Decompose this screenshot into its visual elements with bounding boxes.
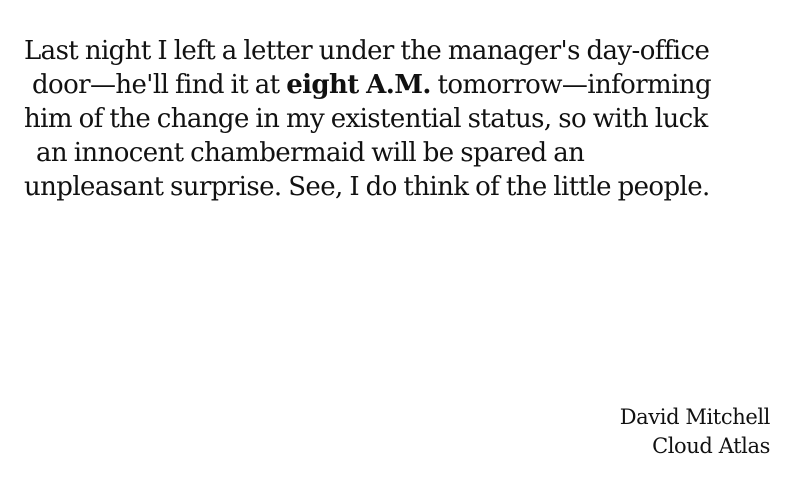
quote-line-5: unpleasant surprise. See, I do think of the little people. bbox=[24, 172, 710, 202]
quote-line-1: Last night I left a letter under the manager's day-office bbox=[24, 36, 710, 66]
quote-line-4: an innocent chambermaid will be spared an bbox=[36, 138, 585, 168]
quote-line-3: him of the change in my existential status, so with luck bbox=[24, 104, 708, 134]
book-title: Cloud Atlas bbox=[652, 434, 770, 458]
quote-text bbox=[24, 34, 776, 204]
attribution bbox=[620, 403, 770, 461]
quote-line-2 bbox=[24, 68, 776, 102]
author-name: David Mitchell bbox=[619, 405, 770, 429]
quote-line-2-end: tomorrow—informing bbox=[430, 70, 711, 100]
emphasized-time: eight A.M. bbox=[286, 70, 431, 100]
quote-line-2-start: door—he'll find it at bbox=[32, 70, 287, 100]
